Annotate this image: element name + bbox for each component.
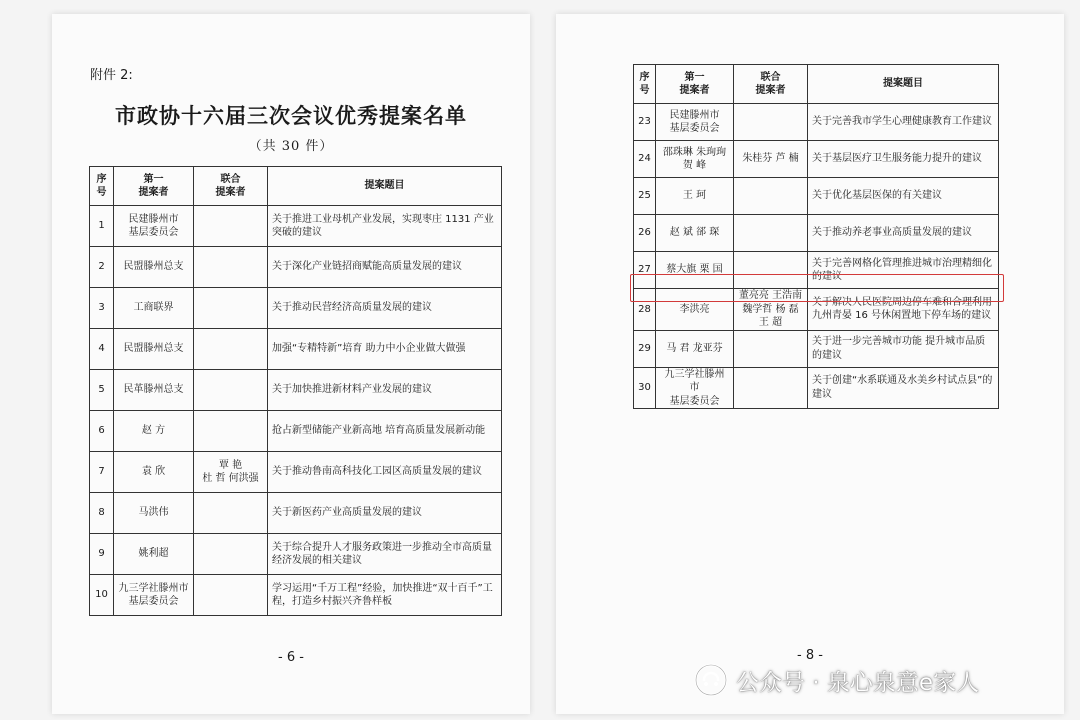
- table-body-left: [90, 206, 502, 616]
- cell-topic: 关于解决人民医院周边停车难和合理利用九州青晏 16 号休闲置地下停车场的建议: [808, 289, 999, 331]
- table-row: [90, 534, 502, 575]
- cell-co-proposer: 朱桂芬 芦 楠: [734, 141, 808, 178]
- cell-first-proposer: 民盟滕州总支: [114, 329, 194, 370]
- table-row: [90, 411, 502, 452]
- table-row: [90, 452, 502, 493]
- cell-first-proposer: 赵 斌 郤 琛: [656, 215, 734, 252]
- cell-number: 10: [90, 575, 114, 616]
- cell-number: 4: [90, 329, 114, 370]
- cell-topic: 关于深化产业链招商赋能高质量发展的建议: [268, 247, 502, 288]
- cell-co-proposer: [734, 178, 808, 215]
- table-row: [90, 247, 502, 288]
- header-first-proposer: 第一 提案者: [114, 167, 194, 206]
- cell-topic: 关于推动养老事业高质量发展的建议: [808, 215, 999, 252]
- cell-number: 2: [90, 247, 114, 288]
- wechat-watermark: [694, 660, 1054, 700]
- cell-number: 6: [90, 411, 114, 452]
- cell-co-proposer: 覃 艳 杜 哲 何洪强: [194, 452, 268, 493]
- proposal-table-right: [633, 64, 999, 409]
- cell-topic: 关于创建“水系联通及水美乡村试点县”的建议: [808, 367, 999, 409]
- proposal-table-left: [89, 166, 502, 616]
- cell-first-proposer: 王 珂: [656, 178, 734, 215]
- cell-first-proposer: 民建滕州市 基层委员会: [114, 206, 194, 247]
- attachment-label: 附件 2:: [90, 68, 133, 83]
- cell-topic: 关于优化基层医保的有关建议: [808, 178, 999, 215]
- cell-topic: 关于基层医疗卫生服务能力提升的建议: [808, 141, 999, 178]
- table-body-right: [634, 104, 999, 409]
- cell-first-proposer: 马 君 龙亚芬: [656, 330, 734, 367]
- cell-first-proposer: 马洪伟: [114, 493, 194, 534]
- cell-first-proposer: 邵珠琳 朱珣珣 贺 峰: [656, 141, 734, 178]
- cell-number: 27: [634, 252, 656, 289]
- table-row: [634, 178, 999, 215]
- cell-topic: 学习运用“千万工程”经验，加快推进“双十百千”工程，打造乡村振兴齐鲁样板: [268, 575, 502, 616]
- document-title: 市政协十六届三次会议优秀提案名单: [115, 103, 467, 128]
- cell-co-proposer: [734, 104, 808, 141]
- cell-topic: 关于新医药产业高质量发展的建议: [268, 493, 502, 534]
- table-row: [634, 104, 999, 141]
- cell-number: 7: [90, 452, 114, 493]
- cell-co-proposer: [194, 247, 268, 288]
- cell-topic: 关于综合提升人才服务政策进一步推动全市高质量经济发展的相关建议: [268, 534, 502, 575]
- wechat-official-account-icon: [694, 663, 728, 697]
- cell-co-proposer: [194, 370, 268, 411]
- table-row: [90, 329, 502, 370]
- table-row: [634, 215, 999, 252]
- table-row: [90, 370, 502, 411]
- cell-co-proposer: [194, 288, 268, 329]
- cell-number: 1: [90, 206, 114, 247]
- cell-number: 25: [634, 178, 656, 215]
- document-page-8: [556, 14, 1064, 714]
- cell-first-proposer: 九三学社滕州市 基层委员会: [114, 575, 194, 616]
- cell-first-proposer: 姚利超: [114, 534, 194, 575]
- highlight-box-row-27: [630, 274, 1004, 302]
- cell-first-proposer: 民革滕州总支: [114, 370, 194, 411]
- cell-number: 29: [634, 330, 656, 367]
- cell-co-proposer: [194, 575, 268, 616]
- page-number: - 8 -: [797, 648, 823, 663]
- cell-co-proposer: [734, 330, 808, 367]
- cell-co-proposer: 董亮亮 王浩南 魏学哲 杨 磊 王 超: [734, 289, 808, 331]
- cell-topic: 关于推进工业母机产业发展，实现枣庄 1131 产业突破的建议: [268, 206, 502, 247]
- cell-number: 26: [634, 215, 656, 252]
- header-topic: 提案题目: [808, 65, 999, 104]
- cell-first-proposer: 民盟滕州总支: [114, 247, 194, 288]
- cell-first-proposer: 蔡大旗 栗 国: [656, 252, 734, 289]
- cell-number: 8: [90, 493, 114, 534]
- cell-co-proposer: [734, 215, 808, 252]
- cell-co-proposer: [194, 206, 268, 247]
- header-topic: 提案题目: [268, 167, 502, 206]
- table-row: [90, 288, 502, 329]
- header-co-proposer: 联合 提案者: [734, 65, 808, 104]
- cell-co-proposer: [734, 367, 808, 409]
- cell-topic: 关于推动鲁南高科技化工园区高质量发展的建议: [268, 452, 502, 493]
- header-first-proposer: 第一 提案者: [656, 65, 734, 104]
- cell-number: 23: [634, 104, 656, 141]
- cell-first-proposer: 李洪亮: [656, 289, 734, 331]
- cell-topic: 关于进一步完善城市功能 提升城市品质的建议: [808, 330, 999, 367]
- page-number: - 6 -: [278, 650, 304, 665]
- table-row: [634, 141, 999, 178]
- proposal-count: （共 30 件）: [248, 139, 334, 154]
- cell-number: 30: [634, 367, 656, 409]
- watermark-text: 公众号 · 泉心泉意e家人: [736, 669, 980, 696]
- cell-topic: 关于加快推进新材料产业发展的建议: [268, 370, 502, 411]
- document-page-6: [52, 14, 530, 714]
- cell-co-proposer: [194, 534, 268, 575]
- cell-number: 9: [90, 534, 114, 575]
- cell-number: 28: [634, 289, 656, 331]
- cell-topic: 关于推动民营经济高质量发展的建议: [268, 288, 502, 329]
- cell-topic: 关于完善网格化管理推进城市治理精细化的建议: [808, 252, 999, 289]
- cell-first-proposer: 九三学社滕州市 基层委员会: [656, 367, 734, 409]
- cell-co-proposer: [194, 493, 268, 534]
- cell-number: 24: [634, 141, 656, 178]
- table-header-row: [90, 167, 502, 206]
- table-row: [634, 330, 999, 367]
- cell-topic: 抢占新型储能产业新高地 培育高质量发展新动能: [268, 411, 502, 452]
- header-number: 序 号: [90, 167, 114, 206]
- header-number: 序 号: [634, 65, 656, 104]
- table-row: [90, 575, 502, 616]
- cell-co-proposer: [194, 329, 268, 370]
- cell-topic: 关于完善我市学生心理健康教育工作建议: [808, 104, 999, 141]
- table-row: [90, 493, 502, 534]
- cell-topic: 加强“专精特新”培育 助力中小企业做大做强: [268, 329, 502, 370]
- table-header-row: [634, 65, 999, 104]
- cell-first-proposer: 工商联界: [114, 288, 194, 329]
- cell-number: 3: [90, 288, 114, 329]
- cell-first-proposer: 民建滕州市 基层委员会: [656, 104, 734, 141]
- cell-first-proposer: 袁 欣: [114, 452, 194, 493]
- table-row: [90, 206, 502, 247]
- table-row: [634, 367, 999, 409]
- cell-co-proposer: [194, 411, 268, 452]
- header-co-proposer: 联合 提案者: [194, 167, 268, 206]
- cell-first-proposer: 赵 方: [114, 411, 194, 452]
- cell-number: 5: [90, 370, 114, 411]
